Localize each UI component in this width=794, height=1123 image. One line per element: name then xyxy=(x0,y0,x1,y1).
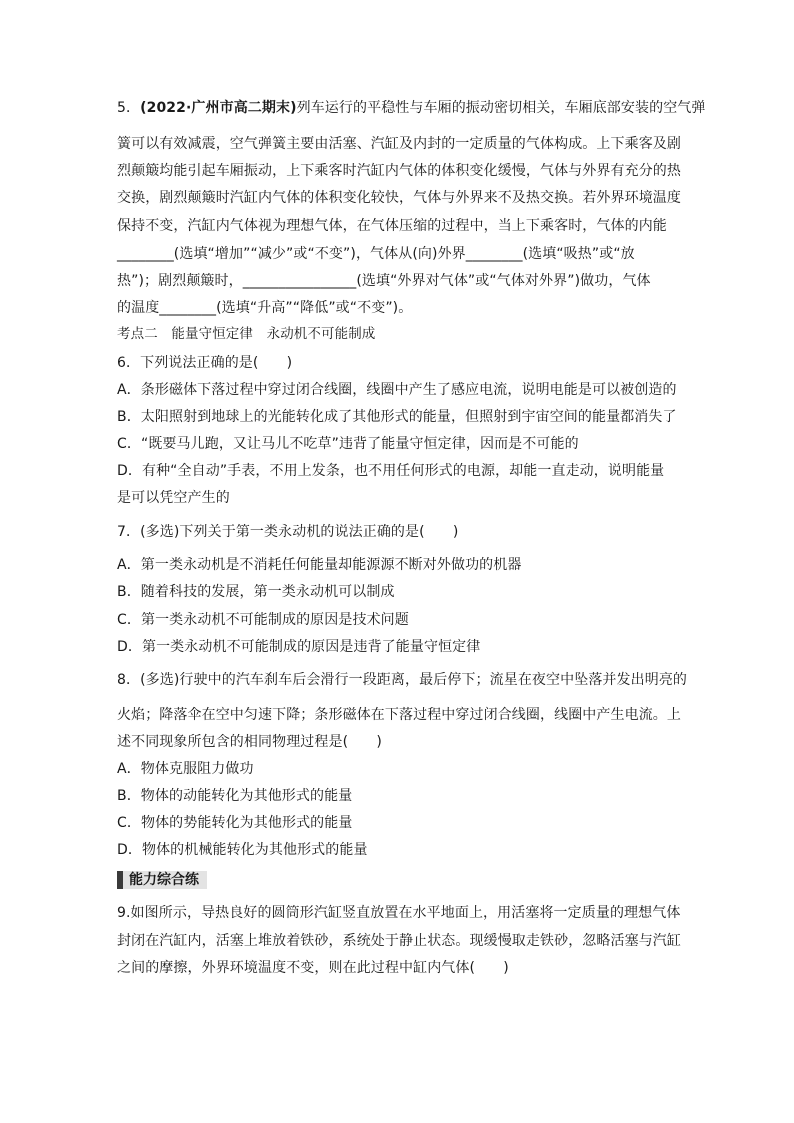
q9-line-2: 封闭在汽缸内，活塞上堆放着铁砂，系统处于静止状态。现缓慢取走铁砂，忽略活塞与汽缸 xyxy=(117,933,681,949)
q5-line-6: ________(选填“增加”“减少”或“不变”)，气体从(向)外界________(选填“吸热”或“放 xyxy=(117,246,635,262)
q8-option-d: D．物体的机械能转化为其他形式的能量 xyxy=(117,842,368,858)
q8-line-1: 8．(多选)行驶中的汽车刹车后会滑行一段距离，最后停下；流星在夜空中坠落并发出明亮的 xyxy=(117,672,688,688)
q5-line-5: 保持不变，汽缸内气体视为理想气体，在气体压缩的过程中，当上下乘客时，气体的内能 xyxy=(117,218,667,234)
topic-heading: 考点二 能量守恒定律 永动机不可能制成 xyxy=(117,326,376,342)
q5-text-1: 列车运行的平稳性与车厢的振动密切相关，车厢底部安装的空气弹 xyxy=(296,100,706,116)
q5-source: (2022·广州市高二期末) xyxy=(140,100,297,116)
q6-option-a: A．条形磁体下落过程中穿过闭合线圈，线圈中产生了感应电流，说明电能是可以被创造的 xyxy=(117,382,677,398)
q7-option-c: C．第一类永动机不可能制成的原因是技术问题 xyxy=(117,612,409,628)
q9-line-1: 9.如图所示，导热良好的圆筒形汽缸竖直放置在水平地面上，用活塞将一定质量的理想气体 xyxy=(117,905,681,921)
q5-line-2: 簧可以有效减震，空气弹簧主要由活塞、汽缸及内封的一定质量的气体构成。上下乘客及剧 xyxy=(117,136,681,152)
q7-option-b: B．随着科技的发展，第一类永动机可以制成 xyxy=(117,584,395,600)
q7-stem: 7．(多选)下列关于第一类永动机的说法正确的是( ) xyxy=(117,524,459,540)
q8-option-b: B．物体的动能转化为其他形式的能量 xyxy=(117,788,353,804)
q7-option-d: D．第一类永动机不可能制成的原因是违背了能量守恒定律 xyxy=(117,639,481,655)
q8-option-c: C．物体的势能转化为其他形式的能量 xyxy=(117,815,353,831)
q5-line-3: 烈颠簸均能引起车厢振动，上下乘客时汽缸内气体的体积变化缓慢，气体与外界有充分的热 xyxy=(117,163,681,179)
q8-option-a: A．物体克服阻力做功 xyxy=(117,761,254,777)
section-heading xyxy=(117,870,207,890)
q8-line-2: 火焰；降落伞在空中匀速下降；条形磁体在下落过程中穿过闭合线圈，线圈中产生电流。上 xyxy=(117,707,681,723)
q5-number: 5． xyxy=(117,100,141,116)
q5-line-4: 交换，剧烈颠簸时汽缸内气体的体积变化较快，气体与外界来不及热交换。若外界环境温度 xyxy=(117,190,681,206)
q6-option-d-1: D．有种“全自动”手表，不用上发条，也不用任何形式的电源，却能一直走动，说明能量 xyxy=(117,463,665,479)
q7-option-a: A．第一类永动机是不消耗任何能量却能源源不断对外做功的机器 xyxy=(117,557,522,573)
q6-option-b: B．太阳照射到地球上的光能转化成了其他形式的能量，但照射到宇宙空间的能量都消失了 xyxy=(117,409,677,425)
q6-stem: 6．下列说法正确的是( ) xyxy=(117,355,293,371)
q8-line-3: 述不同现象所包含的相同物理过程是( ) xyxy=(117,734,382,750)
section-label: 能力综合练 xyxy=(123,871,207,889)
q5-line-8: 的温度________(选填“升高”“降低”或“不变”)。 xyxy=(117,300,413,316)
q5-line-1 xyxy=(117,100,706,116)
q6-option-c: C．“既要马儿跑，又让马儿不吃草”违背了能量守恒定律，因而是不可能的 xyxy=(117,436,579,452)
q9-line-3: 之间的摩擦，外界环境温度不变，则在此过程中缸内气体( ) xyxy=(117,960,509,976)
q5-line-7: 热”)；剧烈颠簸时，________________(选填“外界对气体”或“气体对外界”)做功，气体 xyxy=(117,273,651,289)
q6-option-d-2: 是可以凭空产生的 xyxy=(117,490,230,506)
